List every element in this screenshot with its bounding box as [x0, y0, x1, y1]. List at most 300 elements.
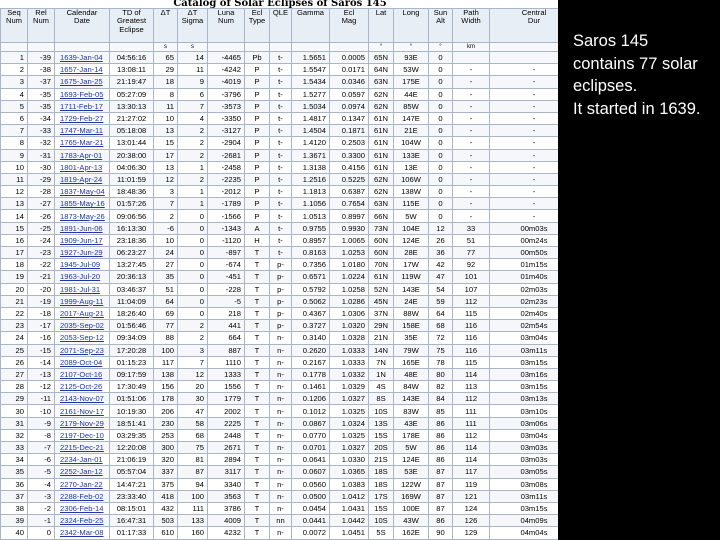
table-cell: P [245, 125, 270, 137]
table-cell: 03m15s [490, 381, 559, 393]
table-cell: 61N [369, 271, 394, 283]
table-cell: 4009 [208, 515, 245, 527]
table-cell: 03m11s [490, 490, 559, 502]
table-cell: 1.5651 [292, 52, 330, 64]
table-cell: 33 [453, 222, 490, 234]
table-cell: 0.1206 [292, 393, 330, 405]
table-cell: - [453, 198, 490, 210]
table-cell: T [245, 368, 270, 380]
eclipse-date-link[interactable]: 2234-Jan-01 [55, 454, 110, 466]
table-cell: -17 [28, 320, 55, 332]
table-cell: 610 [154, 527, 178, 539]
table-cell: 112 [453, 295, 490, 307]
table-cell: 7N [369, 356, 394, 368]
table-cell: 119 [453, 478, 490, 490]
column-header-line: Dur [527, 16, 541, 26]
column-unit [330, 43, 369, 52]
column-unit [110, 43, 154, 52]
eclipse-date-link[interactable]: 2179-Nov-29 [55, 417, 110, 429]
table-cell: - [490, 76, 559, 88]
eclipse-date-link[interactable]: 2071-Sep-23 [55, 344, 110, 356]
table-cell: 20 [1, 283, 28, 295]
table-cell: - [490, 112, 559, 124]
eclipse-date-link[interactable]: 1855-May-16 [55, 198, 110, 210]
table-cell: -5 [28, 466, 55, 478]
table-cell: 0.2620 [292, 344, 330, 356]
table-cell: 13 [1, 198, 28, 210]
table-cell: P [245, 100, 270, 112]
column-header [28, 9, 55, 43]
table-cell: 06:23:27 [110, 247, 154, 259]
column-unit: s [154, 43, 178, 52]
table-cell: p- [270, 295, 292, 307]
table-cell: 81 [178, 454, 208, 466]
table-cell: 29N [369, 320, 394, 332]
table-cell: 26 [1, 356, 28, 368]
table-cell: 0.4156 [330, 161, 369, 173]
table-cell: 18 [154, 76, 178, 88]
table-cell: 20:38:00 [110, 149, 154, 161]
eclipse-date-link[interactable]: 2324-Feb-25 [55, 515, 110, 527]
column-header [369, 9, 394, 43]
table-row [1, 429, 559, 441]
table-cell: -10 [28, 405, 55, 417]
table-cell: t- [270, 161, 292, 173]
table-row [1, 332, 559, 344]
table-cell: 12 [429, 222, 453, 234]
table-cell: 0.0171 [330, 64, 369, 76]
table-cell: 65 [154, 52, 178, 64]
table-cell: 01:17:33 [110, 527, 154, 539]
eclipse-date-link[interactable]: 2342-Mar-08 [55, 527, 110, 539]
table-cell: 12:20:08 [110, 442, 154, 454]
column-header-line: Eclipse [119, 24, 144, 34]
table-cell: 75 [178, 442, 208, 454]
table-cell: 0.0072 [292, 527, 330, 539]
table-cell: 112 [453, 429, 490, 441]
table-cell: 0.9930 [330, 222, 369, 234]
table-cell: T [245, 515, 270, 527]
table-cell: 0 [429, 186, 453, 198]
table-cell: 1.0383 [330, 478, 369, 490]
table-cell: 1.5034 [292, 100, 330, 112]
table-cell: 1.0325 [330, 429, 369, 441]
eclipse-date-link[interactable]: 1963-Jul-20 [55, 271, 110, 283]
table-cell: -451 [208, 271, 245, 283]
table-cell: n- [270, 368, 292, 380]
table-cell: 03m13s [490, 393, 559, 405]
table-cell: 124E [394, 454, 429, 466]
table-cell: -5 [208, 295, 245, 307]
eclipse-date-link[interactable]: 2288-Feb-02 [55, 490, 110, 502]
table-cell: 42 [429, 259, 453, 271]
eclipse-date-link[interactable]: 1927-Jun-29 [55, 247, 110, 259]
table-cell: 21N [369, 332, 394, 344]
table-cell: A [245, 222, 270, 234]
eclipse-date-link[interactable]: 1693-Feb-05 [55, 88, 110, 100]
column-header [208, 9, 245, 43]
table-cell: 52N [369, 283, 394, 295]
table-cell: 126 [453, 515, 490, 527]
table-cell: - [490, 149, 559, 161]
table-cell: 0.0346 [330, 76, 369, 88]
table-cell: 8 [1, 137, 28, 149]
table-cell: 0.7654 [330, 198, 369, 210]
eclipse-date-link[interactable]: 2143-Nov-07 [55, 393, 110, 405]
table-cell: -1343 [208, 222, 245, 234]
table-cell: -20 [28, 283, 55, 295]
table-row [1, 393, 559, 405]
table-cell: 0.0597 [330, 88, 369, 100]
table-cell: 0 [429, 52, 453, 64]
table-cell: 162E [394, 527, 429, 539]
table-cell: 17W [394, 259, 429, 271]
table-cell: 94 [178, 478, 208, 490]
table-cell: 02m23s [490, 295, 559, 307]
table-cell: n- [270, 429, 292, 441]
table-cell: t- [270, 173, 292, 185]
table-row [1, 320, 559, 332]
table-cell: -9 [28, 417, 55, 429]
table-cell: t- [270, 112, 292, 124]
table-cell: 1.0333 [330, 356, 369, 368]
table-cell: 2 [154, 210, 178, 222]
eclipse-date-link[interactable]: 2053-Sep-12 [55, 332, 110, 344]
table-cell: 1333 [208, 368, 245, 380]
table-cell: - [453, 173, 490, 185]
table-cell: 15 [1, 222, 28, 234]
table-cell: 87 [429, 478, 453, 490]
table-cell: nn [270, 515, 292, 527]
eclipse-date-link[interactable]: 1747-Mar-11 [55, 125, 110, 137]
eclipse-date-link[interactable]: 1981-Jul-31 [55, 283, 110, 295]
table-cell: 69 [154, 307, 178, 319]
eclipse-date-link[interactable]: 2125-Oct-26 [55, 381, 110, 393]
table-cell: 2 [1, 64, 28, 76]
table-cell: -30 [28, 161, 55, 173]
table-cell: -2235 [208, 173, 245, 185]
table-cell: 04m09s [490, 515, 559, 527]
table-cell: n- [270, 344, 292, 356]
table-cell: 432 [154, 502, 178, 514]
table-cell: 59 [429, 295, 453, 307]
table-cell: 3 [1, 76, 28, 88]
eclipse-date-link[interactable]: 1711-Feb-17 [55, 100, 110, 112]
table-row [1, 173, 559, 185]
table-cell: 13:08:11 [110, 64, 154, 76]
table-cell: 02m03s [490, 283, 559, 295]
table-cell: t- [270, 88, 292, 100]
table-cell: 3563 [208, 490, 245, 502]
table-row [1, 88, 559, 100]
table-cell: P [245, 137, 270, 149]
table-cell: -4019 [208, 76, 245, 88]
eclipse-date-link[interactable]: 1891-Jun-06 [55, 222, 110, 234]
table-cell: -18 [28, 307, 55, 319]
table-cell: -4465 [208, 52, 245, 64]
table-cell: 15 [154, 137, 178, 149]
table-cell: 5W [394, 442, 429, 454]
table-cell: 0.9755 [292, 222, 330, 234]
eclipse-date-link[interactable]: 2089-Oct-04 [55, 356, 110, 368]
column-header-line: Num [217, 16, 235, 26]
column-header-line: Gamma [296, 8, 324, 17]
table-cell: 1.1056 [292, 198, 330, 210]
table-cell: 178E [394, 429, 429, 441]
table-cell: -1120 [208, 234, 245, 246]
table-cell: 0.1871 [330, 125, 369, 137]
table-cell: 19 [1, 271, 28, 283]
table-cell: 0.7356 [292, 259, 330, 271]
eclipse-date-link[interactable]: 1657-Jan-14 [55, 64, 110, 76]
table-cell: 17:20:28 [110, 344, 154, 356]
eclipse-date-link[interactable]: 2306-Feb-14 [55, 502, 110, 514]
column-header [55, 9, 110, 43]
table-cell: 1.0412 [330, 490, 369, 502]
table-cell: 1.5277 [292, 88, 330, 100]
table-cell: 27 [154, 259, 178, 271]
table-cell: 10 [154, 112, 178, 124]
table-cell: 165E [394, 356, 429, 368]
table-cell: 53E [394, 466, 429, 478]
table-cell: n- [270, 490, 292, 502]
column-header-line: Central [521, 8, 547, 17]
table-row [1, 52, 559, 64]
table-cell: 70N [369, 259, 394, 271]
table-cell: 124E [394, 234, 429, 246]
table-row [1, 247, 559, 259]
table-cell: n- [270, 405, 292, 417]
table-cell: 15S [369, 502, 394, 514]
table-cell: 61N [369, 125, 394, 137]
eclipse-date-link[interactable]: 2107-Oct-16 [55, 368, 110, 380]
eclipse-date-link[interactable]: 2161-Nov-17 [55, 405, 110, 417]
table-row [1, 76, 559, 88]
table-cell: 0.6387 [330, 186, 369, 198]
table-cell: -1566 [208, 210, 245, 222]
eclipse-date-link[interactable]: 1945-Jul-09 [55, 259, 110, 271]
eclipse-date-link[interactable]: 1801-Apr-13 [55, 161, 110, 173]
table-cell: 7 [178, 356, 208, 368]
column-header-line: Greatest [116, 16, 147, 26]
table-cell: 117 [453, 466, 490, 478]
eclipse-date-link[interactable]: 1999-Aug-11 [55, 295, 110, 307]
table-cell: 23 [1, 320, 28, 332]
catalog-caption: Catalog of Solar Eclipses of Saros 145 [173, 0, 387, 8]
table-cell: 115E [394, 198, 429, 210]
table-cell: 09:34:09 [110, 332, 154, 344]
table-cell: 3 [154, 186, 178, 198]
eclipse-date-link[interactable]: 2270-Jan-22 [55, 478, 110, 490]
table-cell: p- [270, 307, 292, 319]
table-cell: T [245, 393, 270, 405]
table-cell: 1.5547 [292, 64, 330, 76]
table-cell: 85W [394, 100, 429, 112]
eclipse-date-link[interactable]: 2252-Jan-12 [55, 466, 110, 478]
column-header-line: Luna [217, 8, 235, 17]
table-cell: 87 [429, 466, 453, 478]
table-cell: 160 [178, 527, 208, 539]
table-cell: 03m04s [490, 429, 559, 441]
table-cell: 24 [154, 247, 178, 259]
table-row [1, 210, 559, 222]
column-header [270, 9, 292, 43]
table-cell: 124 [453, 502, 490, 514]
eclipse-date-link[interactable]: 2017-Aug-21 [55, 307, 110, 319]
table-cell: 143E [394, 283, 429, 295]
column-header [394, 9, 429, 43]
table-cell: 29 [1, 393, 28, 405]
table-cell: 0 [429, 76, 453, 88]
column-header-line: ΔT [160, 8, 171, 17]
table-cell: 92 [453, 259, 490, 271]
summary-line-3: eclipses. [573, 77, 638, 95]
table-cell: 1.0327 [330, 393, 369, 405]
eclipse-date-link[interactable]: 2215-Dec-21 [55, 442, 110, 454]
table-cell: p- [270, 320, 292, 332]
eclipse-date-link[interactable]: 1765-Mar-21 [55, 137, 110, 149]
table-cell: 0.6571 [292, 271, 330, 283]
table-cell: 21E [394, 125, 429, 137]
table-cell: 93E [394, 52, 429, 64]
table-cell: T [245, 527, 270, 539]
table-cell: T [245, 320, 270, 332]
column-unit [55, 43, 110, 52]
table-cell: 86 [429, 442, 453, 454]
table-cell: 0.0701 [292, 442, 330, 454]
table-cell: 2 [178, 125, 208, 137]
table-cell: t- [270, 76, 292, 88]
table-row [1, 100, 559, 112]
table-cell: 300 [154, 442, 178, 454]
table-cell: 80 [429, 368, 453, 380]
column-unit [1, 43, 28, 52]
table-cell: 31 [1, 417, 28, 429]
table-cell: 0.2167 [292, 356, 330, 368]
table-cell: P [245, 112, 270, 124]
column-unit [245, 43, 270, 52]
table-cell: 104E [394, 222, 429, 234]
column-header-line: Num [5, 16, 23, 26]
table-cell: 8 [154, 88, 178, 100]
table-cell: -37 [28, 76, 55, 88]
summary-line-4: It started in 1639. [573, 99, 701, 118]
table-cell: 30 [1, 405, 28, 417]
column-header [1, 9, 28, 43]
column-header-line: Num [32, 16, 50, 26]
column-header-line: Mag [341, 16, 357, 26]
table-cell: 03m08s [490, 478, 559, 490]
table-row [1, 259, 559, 271]
table-cell: T [245, 405, 270, 417]
table-cell: 0.0560 [292, 478, 330, 490]
eclipse-date-link[interactable]: 1837-May-04 [55, 186, 110, 198]
table-cell: 0.5225 [330, 173, 369, 185]
table-cell: -12 [28, 381, 55, 393]
table-cell: 65N [369, 52, 394, 64]
table-cell: T [245, 295, 270, 307]
eclipse-date-link[interactable]: 1675-Jan-25 [55, 76, 110, 88]
table-cell: 01:56:46 [110, 320, 154, 332]
column-header-line: Ecl [251, 8, 263, 17]
table-cell: 1.0365 [330, 466, 369, 478]
table-cell: 2225 [208, 417, 245, 429]
table-cell: 0.5062 [292, 295, 330, 307]
table-cell: T [245, 490, 270, 502]
table-cell: 664 [208, 332, 245, 344]
table-cell: 0 [429, 210, 453, 222]
table-cell: 01:51:06 [110, 393, 154, 405]
table-cell: 0 [178, 271, 208, 283]
table-cell: 0.0441 [292, 515, 330, 527]
table-cell: 503 [154, 515, 178, 527]
table-cell: 68 [178, 429, 208, 441]
table-cell: T [245, 344, 270, 356]
eclipse-date-link[interactable]: 1783-Apr-01 [55, 149, 110, 161]
table-cell: - [453, 210, 490, 222]
table-row [1, 454, 559, 466]
table-cell: 0.0607 [292, 466, 330, 478]
table-cell: 114 [453, 368, 490, 380]
table-cell: 5S [369, 527, 394, 539]
table-cell: 01:57:26 [110, 198, 154, 210]
table-row [1, 381, 559, 393]
table-cell: 72 [429, 332, 453, 344]
table-cell: 114 [453, 442, 490, 454]
table-cell: - [490, 137, 559, 149]
table-cell: 61N [369, 137, 394, 149]
column-header-line: Seq [7, 8, 21, 17]
table-cell: -35 [28, 88, 55, 100]
table-cell: 28 [1, 381, 28, 393]
table-cell: 0.0867 [292, 417, 330, 429]
table-cell: 35 [154, 271, 178, 283]
column-header-line: Rel [35, 8, 47, 17]
eclipse-date-link[interactable]: 1639-Jan-04 [55, 52, 110, 64]
table-cell: -6 [28, 454, 55, 466]
table-cell: 02m54s [490, 320, 559, 332]
eclipse-date-link[interactable]: 2197-Dec-10 [55, 429, 110, 441]
table-cell: - [453, 149, 490, 161]
table-cell: -25 [28, 222, 55, 234]
column-unit [292, 43, 330, 52]
table-cell: 40 [1, 527, 28, 539]
eclipse-date-link[interactable]: 1873-May-26 [55, 210, 110, 222]
table-cell: 1.0253 [330, 247, 369, 259]
table-cell: 5 [1, 100, 28, 112]
table-cell: t- [270, 186, 292, 198]
eclipse-date-link[interactable]: 1909-Jun-17 [55, 234, 110, 246]
column-header [245, 9, 270, 43]
table-cell: -2012 [208, 186, 245, 198]
column-unit [208, 43, 245, 52]
table-cell: 1.0286 [330, 295, 369, 307]
eclipse-date-link[interactable]: 2035-Sep-02 [55, 320, 110, 332]
table-cell: 13 [154, 161, 178, 173]
table-cell: 47 [429, 271, 453, 283]
table-cell: -3796 [208, 88, 245, 100]
table-cell: T [245, 283, 270, 295]
table-cell: 20:36:13 [110, 271, 154, 283]
table-cell: 0.8163 [292, 247, 330, 259]
table-cell: 11 [154, 100, 178, 112]
table-cell: 0 [178, 259, 208, 271]
eclipse-date-link[interactable]: 1729-Feb-27 [55, 112, 110, 124]
table-cell: 1 [1, 52, 28, 64]
table-cell: 37N [369, 307, 394, 319]
table-cell: - [453, 64, 490, 76]
eclipse-date-link[interactable]: 1819-Apr-24 [55, 173, 110, 185]
